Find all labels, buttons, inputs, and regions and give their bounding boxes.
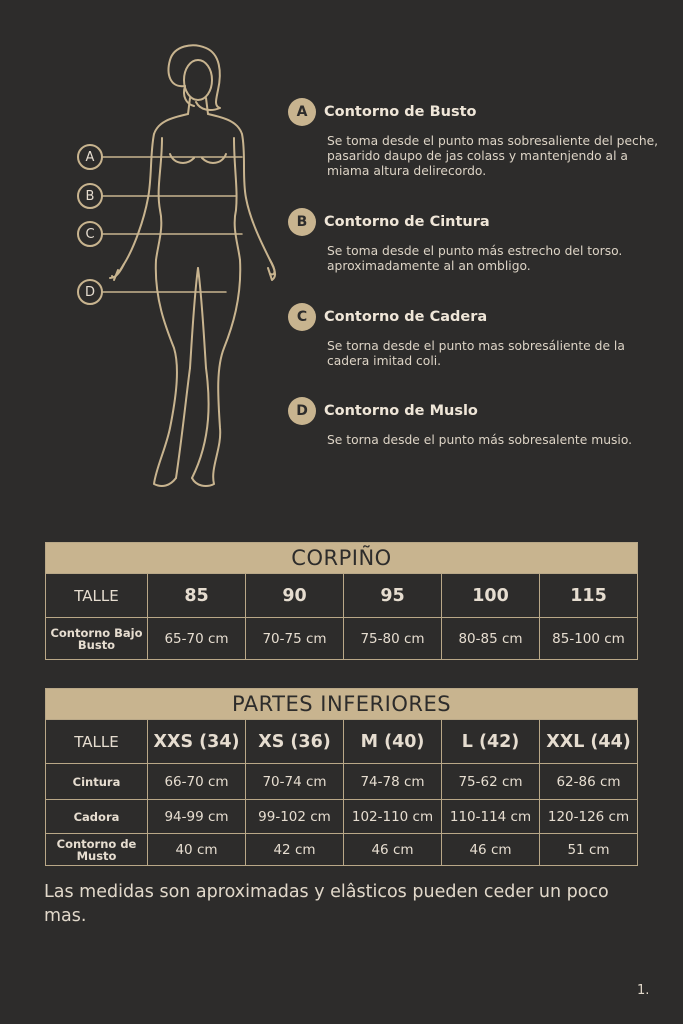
sizing-note: Las medidas son aproximadas y elâsticos pueden ceder un poco mas.: [44, 882, 609, 926]
size-header: XXL (44): [540, 720, 638, 764]
row-label: Cintura: [46, 764, 148, 800]
description-text: Se toma desde el punto mas sobresaliente del peche, pasarido daupo de jas colass y mantenjendo al a miama altura delirecordo.: [327, 134, 659, 178]
table-cell: 70-75 cm: [246, 618, 344, 660]
table-cell: 40 cm: [148, 834, 246, 866]
size-header: 115: [540, 574, 638, 618]
size-header: L (42): [442, 720, 540, 764]
table-cell: 74-78 cm: [344, 764, 442, 800]
table-cell: 66-70 cm: [148, 764, 246, 800]
body-figure: [70, 38, 285, 498]
letter-badge: C: [288, 303, 316, 331]
marker-c: C: [77, 221, 103, 247]
table-cell: 80-85 cm: [442, 618, 540, 660]
corpino-title: CORPIÑO: [46, 543, 638, 574]
table-cell: 110-114 cm: [442, 800, 540, 834]
description-title: Contorno de Busto: [324, 104, 477, 120]
table-cell: 102-110 cm: [344, 800, 442, 834]
size-header: XXS (34): [148, 720, 246, 764]
description-title: Contorno de Cadera: [324, 309, 488, 325]
table-row: [46, 764, 638, 800]
table-cell: 42 cm: [246, 834, 344, 866]
row-label: Contorno Bajo Busto: [46, 618, 148, 660]
table-row: [46, 800, 638, 834]
size-header: 90: [246, 574, 344, 618]
size-header: 100: [442, 574, 540, 618]
table-row: [46, 834, 638, 866]
description-muslo: [288, 397, 668, 448]
table-cell: 99-102 cm: [246, 800, 344, 834]
table-cell: 85-100 cm: [540, 618, 638, 660]
size-header: 95: [344, 574, 442, 618]
table-cell: 75-62 cm: [442, 764, 540, 800]
size-header: 85: [148, 574, 246, 618]
table-cell: 94-99 cm: [148, 800, 246, 834]
description-title: Contorno de Cintura: [324, 214, 490, 230]
inferiores-table: [45, 688, 638, 866]
size-header: M (40): [344, 720, 442, 764]
page-number: 1.: [637, 983, 650, 998]
table-cell: 70-74 cm: [246, 764, 344, 800]
description-cintura: [288, 208, 668, 274]
description-text: Se torna desde el punto mas sobresáliente de la cadera imitad coli.: [327, 339, 625, 368]
marker-d: D: [77, 279, 103, 305]
inferiores-title: PARTES INFERIORES: [46, 689, 638, 720]
description-cadera: [288, 303, 668, 369]
table-cell: 51 cm: [540, 834, 638, 866]
talle-header: TALLE: [46, 720, 148, 764]
table-cell: 120-126 cm: [540, 800, 638, 834]
talle-header: TALLE: [46, 574, 148, 618]
letter-badge: B: [288, 208, 316, 236]
description-text: Se toma desde el punto más estrecho del torso. aproximadamente al an ombligo.: [327, 244, 623, 273]
table-cell: 46 cm: [442, 834, 540, 866]
table-row: [46, 618, 638, 660]
row-label: Contorno de Musto: [46, 834, 148, 866]
description-text: Se torna desde el punto más sobresalente musio.: [327, 433, 633, 447]
description-title: Contorno de Muslo: [324, 403, 478, 419]
letter-badge: D: [288, 397, 316, 425]
table-cell: 65-70 cm: [148, 618, 246, 660]
description-busto: [288, 98, 668, 179]
size-header: XS (36): [246, 720, 344, 764]
row-label: Cadora: [46, 800, 148, 834]
table-cell: 75-80 cm: [344, 618, 442, 660]
table-cell: 62-86 cm: [540, 764, 638, 800]
corpino-table: [45, 542, 638, 660]
marker-a: A: [77, 144, 103, 170]
letter-badge: A: [288, 98, 316, 126]
marker-b: B: [77, 183, 103, 209]
table-cell: 46 cm: [344, 834, 442, 866]
